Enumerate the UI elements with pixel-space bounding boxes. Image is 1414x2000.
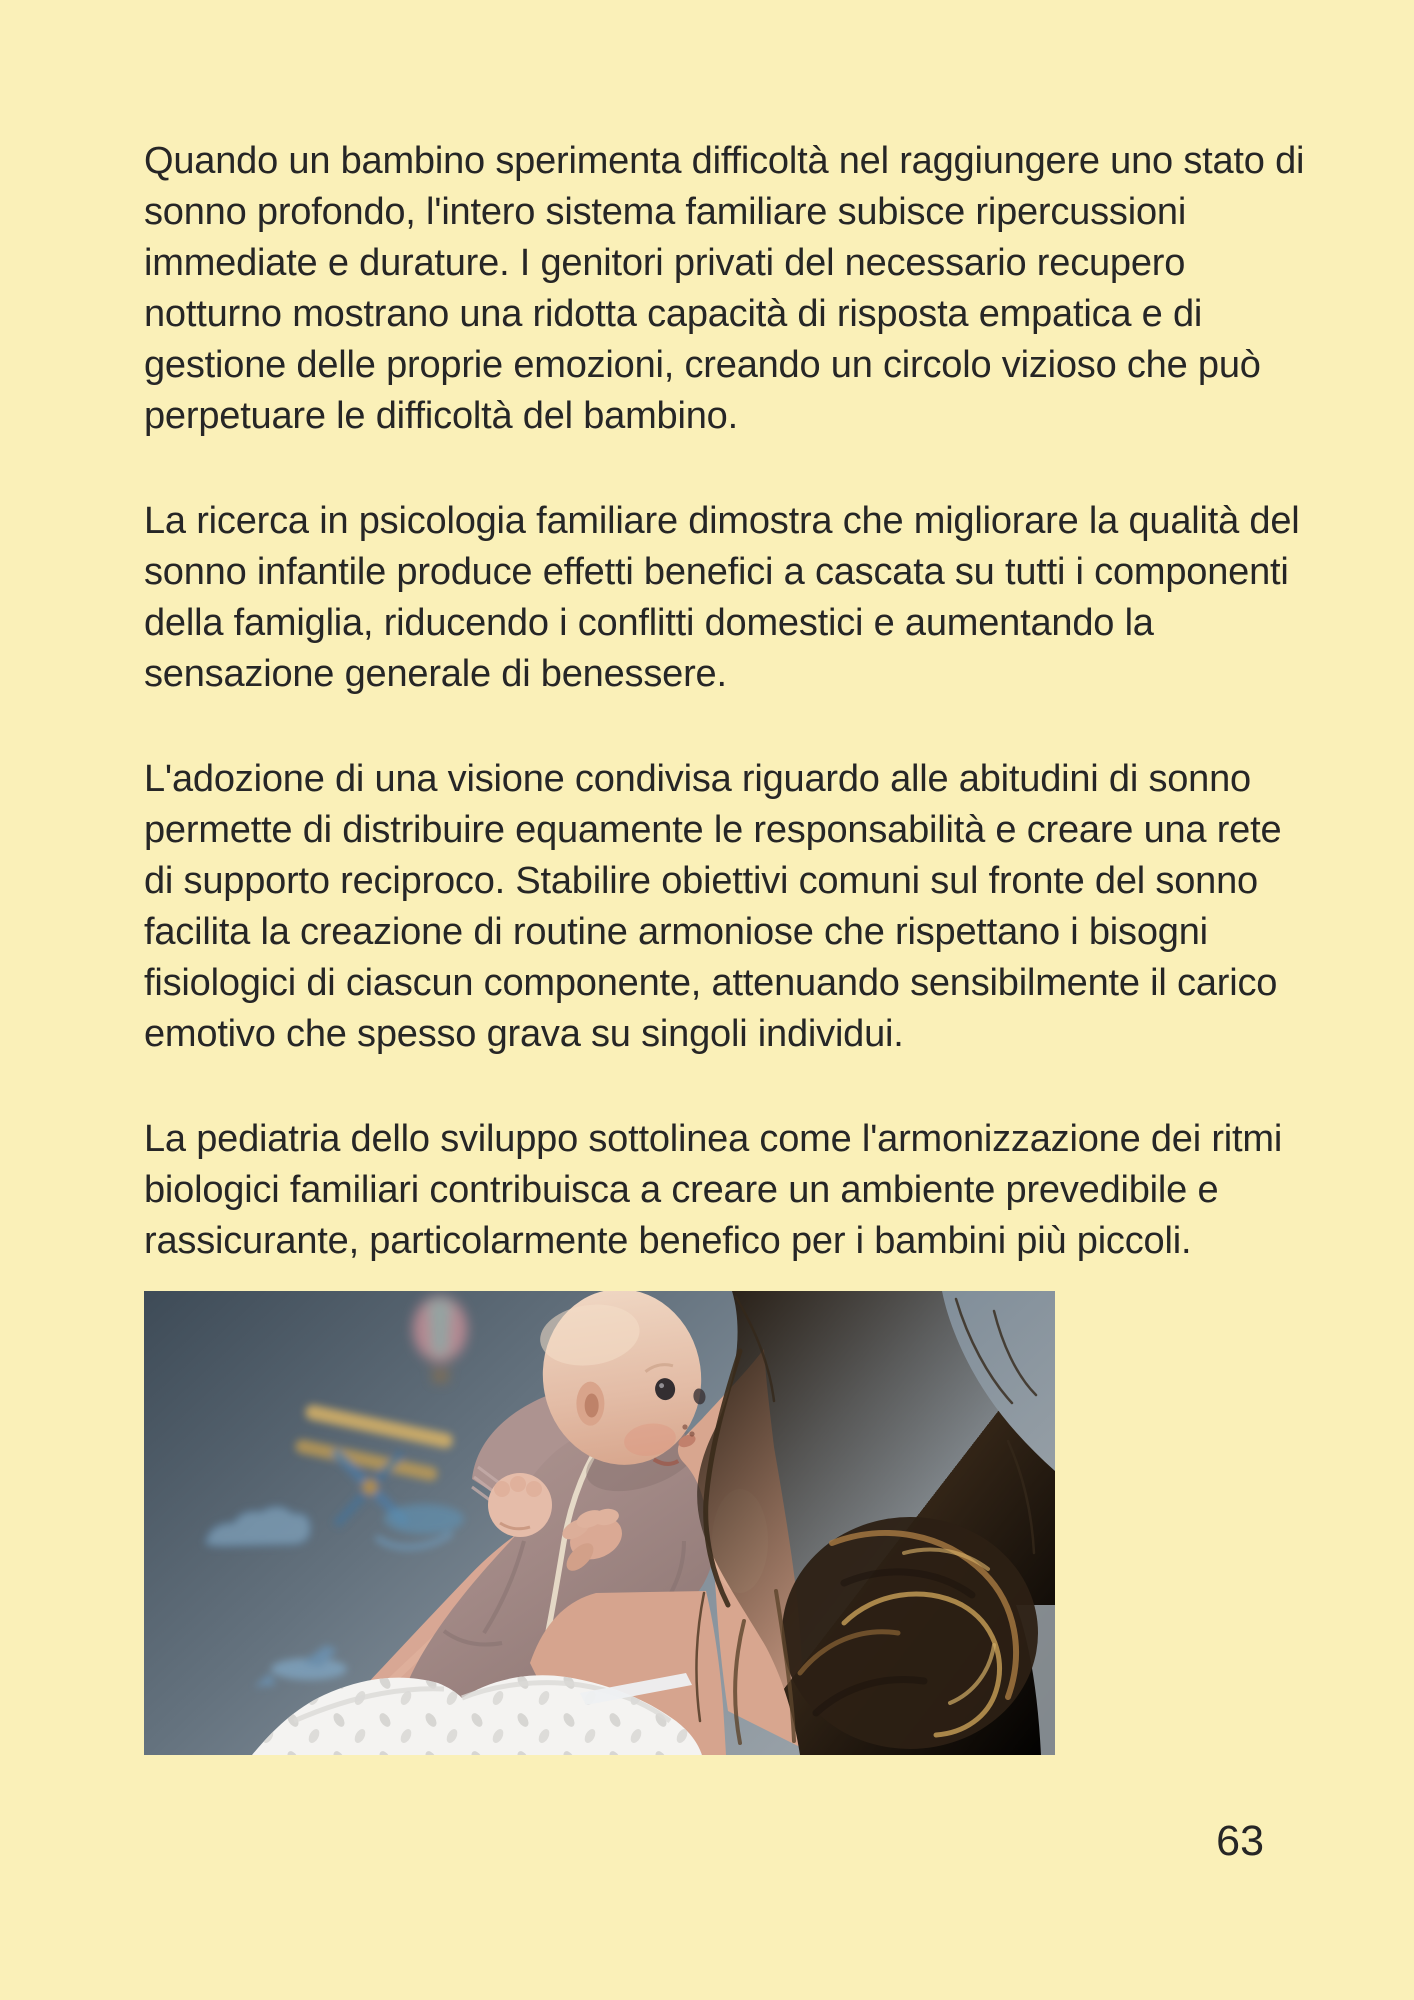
paragraph: La pediatria dello sviluppo sottolinea come l'armonizzazione dei ritmi biologici familiari contribuisca a creare un ambiente prevedibile e rassicurante, particolarmente benefico per i bambini più piccoli. xyxy=(144,1118,1283,1262)
baby-fist xyxy=(488,1473,552,1537)
paragraph: L'adozione di una visione condivisa riguardo alle abitudini di sonno permette di distribuire equamente le responsabilità e creare una rete di supporto reciproco. Stabilire obiettivi comuni sul fronte del sonno facilita la creazione di routine armoniose che rispettano i bisogni fisiologici di ciascun componente, attenuando sensibilmente il carico emotivo che spesso grava su singoli individui. xyxy=(144,758,1282,1055)
mother-baby-photo-illustration xyxy=(144,1291,1055,1755)
paragraph: Quando un bambino sperimenta difficoltà nel raggiungere uno stato di sonno profondo, l'intero sistema familiare subisce ripercussioni immediate e durature. I genitori privati del necessario recupero notturno mostrano una ridotta capacità di risposta empatica e di gestione delle proprie emozioni, creando un circolo vizioso che può perpetuare le difficoltà del bambino. xyxy=(144,140,1305,437)
page-number: 63 xyxy=(1216,1817,1264,1865)
paragraph: La ricerca in psicologia familiare dimostra che migliorare la qualità del sonno infantile produce effetti benefici a cascata su tutti i componenti della famiglia, riducendo i conflitti domestici e aumentando la sensazione generale di benessere. xyxy=(144,500,1300,695)
mother-baby-photo xyxy=(144,1291,1055,1755)
